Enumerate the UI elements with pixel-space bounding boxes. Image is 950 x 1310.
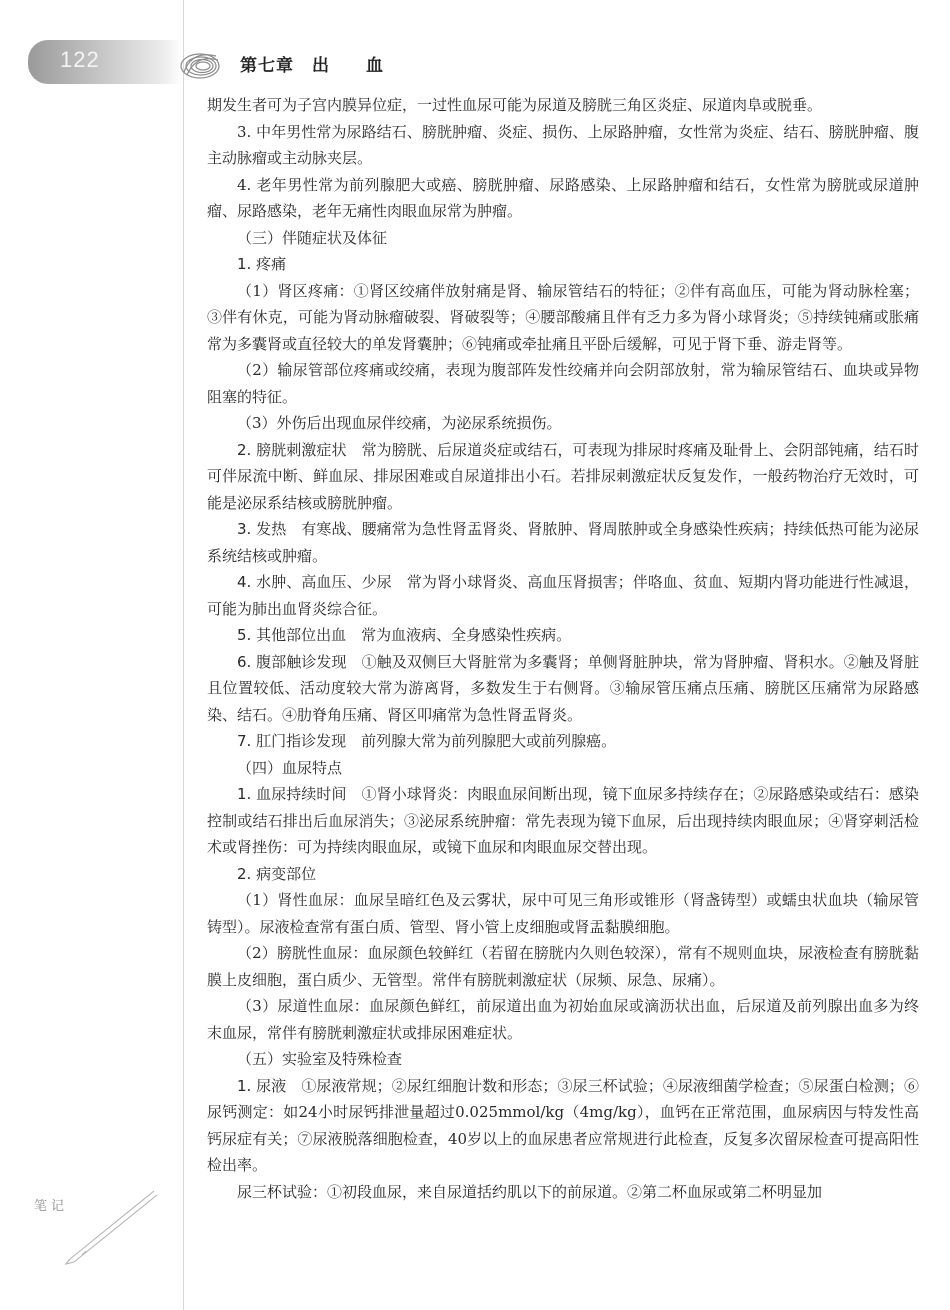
paragraph: （2）输尿管部位疼痛或绞痛，表现为腹部阵发性绞痛并向会阴部放射，常为输尿管结石、血块或异物阻塞的特征。 [207, 361, 919, 406]
item-text: ①肾小球肾炎：肉眼血尿间断出现，镜下血尿多持续存在；②尿路感染或结石：感染控制或结石排出后血尿消失；③泌尿系统肿瘤：常先表现为镜下血尿，后出现持续肉眼血尿；④肾穿刺活检术或肾挫伤：可为持续肉眼血尿，或镜下血尿和肉眼血尿交替出现。 [207, 785, 919, 856]
item-lead: 1. 血尿持续时间 [237, 785, 347, 803]
paragraph [207, 728, 919, 755]
paragraph: 尿三杯试验：①初段血尿，来自尿道括约肌以下的前尿道。②第二杯血尿或第二杯明显加 [237, 1182, 823, 1201]
section-heading: （五）实验室及特殊检查 [237, 1050, 403, 1068]
item-text: 常为血液病、全身感染性疾病。 [346, 626, 572, 644]
item-lead: 6. 腹部触诊发现 [237, 652, 347, 671]
paragraph [207, 437, 919, 517]
item-text: 有寒战、腰痛常为急性肾盂肾炎、肾脓肿、肾周脓肿或全身感染性疾病；持续低热可能为泌尿系统结核或肿瘤。 [207, 520, 919, 565]
subsection-heading: 1. 疼痛 [237, 255, 287, 273]
paragraph: （3）外伤后出现血尿伴绞痛，为泌尿系统损伤。 [237, 414, 562, 432]
section-heading: （四）血尿特点 [237, 758, 343, 777]
paragraph [207, 569, 919, 622]
paragraph [207, 1073, 919, 1179]
paragraph: 期发生者可为子宫内膜异位症，一过性血尿可能为尿道及膀胱三角区炎症、尿道肉阜或脱垂。 [207, 96, 823, 114]
item-lead: 4. 水肿、高血压、少尿 [237, 573, 392, 591]
item-text: 常为膀胱、后尿道炎症或结石，可表现为排尿时疼痛及耻骨上、会阴部钝痛，结石时可伴尿流中断、鲜血尿、排尿困难或自尿道排出小石。若排尿刺激症状反复发作，一般药物治疗无效时，可能是泌尿系结核或膀胱肿瘤。 [207, 440, 919, 512]
paragraph: 3. 中年男性常为尿路结石、膀胱肿瘤、炎症、损伤、上尿路肿瘤，女性常为炎症、结石、膀胱肿瘤、腹主动脉瘤或主动脉夹层。 [207, 122, 919, 167]
section-heading: （三）伴随症状及体征 [237, 228, 388, 247]
margin-rule [183, 0, 184, 1310]
page-number: 122 [60, 47, 100, 72]
item-lead: 5. 其他部位出血 [237, 626, 347, 644]
item-text: ①尿液常规；②尿红细胞计数和形态；③尿三杯试验；④尿液细菌学检查；⑤尿蛋白检测；⑥尿钙测定：如24小时尿钙排泄量超过0.025mmol/kg（4mg/kg），血钙在正常范围，血尿病因与特发性高钙尿症有关；⑦尿液脱落细胞检查，40岁以上的血尿患者应常规进行此检查，反复多次留尿检查可提高阳性检出率。 [207, 1076, 919, 1174]
paragraph: （1）肾区疼痛：①肾区绞痛伴放射痛是肾、输尿管结石的特征；②伴有高血压，可能为肾动脉栓塞；③伴有休克，可能为肾动脉瘤破裂、肾破裂等；④腰部酸痛且伴有乏力多为肾小球肾炎；⑤持续钝痛或胀痛常为多囊肾或直径较大的单发肾囊肿；⑥钝痛或牵扯痛且平卧后缓解，可见于肾下垂、游走肾等。 [207, 281, 919, 353]
chapter-swirl-icon [178, 42, 222, 86]
chapter-title: 第七章 出 血 [240, 56, 384, 76]
item-text: 前列腺大常为前列腺肥大或前列腺癌。 [346, 732, 617, 750]
paragraph: （2）膀胱性血尿：血尿颜色较鲜红（若留在膀胱内久则色较深），常有不规则血块，尿液检查有膀胱黏膜上皮细胞，蛋白质少、无管型。常伴有膀胱刺激症状（尿频、尿急、尿痛）。 [207, 944, 919, 989]
paragraph [207, 622, 919, 649]
item-lead: 1. 尿液 [237, 1076, 287, 1095]
paragraph [207, 516, 919, 569]
page-body [207, 92, 919, 1205]
item-lead: 2. 膀胱刺激症状 [237, 440, 347, 459]
paragraph: 4. 老年男性常为前列腺肥大或癌、膀胱肿瘤、尿路感染、上尿路肿瘤和结石，女性常为膀胱或尿道肿瘤、尿路感染，老年无痛性肉眼血尿常为肿瘤。 [207, 175, 919, 220]
paragraph: （1）肾性血尿：血尿呈暗红色及云雾状，尿中可见三角形或锥形（肾盏铸型）或蠕虫状血块（输尿管铸型）。尿液检查常有蛋白质、管型、肾小管上皮细胞或肾盂黏膜细胞。 [207, 891, 919, 936]
subsection-heading: 2. 病变部位 [237, 864, 317, 883]
pencil-icon [62, 1185, 162, 1265]
item-text: ①触及双侧巨大肾脏常为多囊肾；单侧肾脏肿块，常为肾肿瘤、肾积水。②触及肾脏且位置较低、活动度较大常为游离肾，多数发生于右侧肾。③输尿管压痛点压痛、膀胱区压痛常为尿路感染、结石。④肋脊角压痛、肾区叩痛常为急性肾盂肾炎。 [207, 652, 919, 724]
page-number-tab [28, 40, 183, 84]
notes-label: 笔记 [34, 1199, 69, 1214]
item-text: 常为肾小球肾炎、高血压肾损害；伴咯血、贫血、短期内肾功能进行性减退，可能为肺出血肾炎综合征。 [207, 573, 919, 618]
paragraph [207, 781, 919, 861]
item-lead: 3. 发热 [237, 520, 287, 538]
item-lead: 7. 肛门指诊发现 [237, 732, 347, 750]
paragraph [207, 649, 919, 729]
paragraph: （3）尿道性血尿：血尿颜色鲜红，前尿道出血为初始血尿或滴沥状出血，后尿道及前列腺出血多为终末血尿，常伴有膀胱刺激症状或排尿困难症状。 [207, 997, 919, 1042]
